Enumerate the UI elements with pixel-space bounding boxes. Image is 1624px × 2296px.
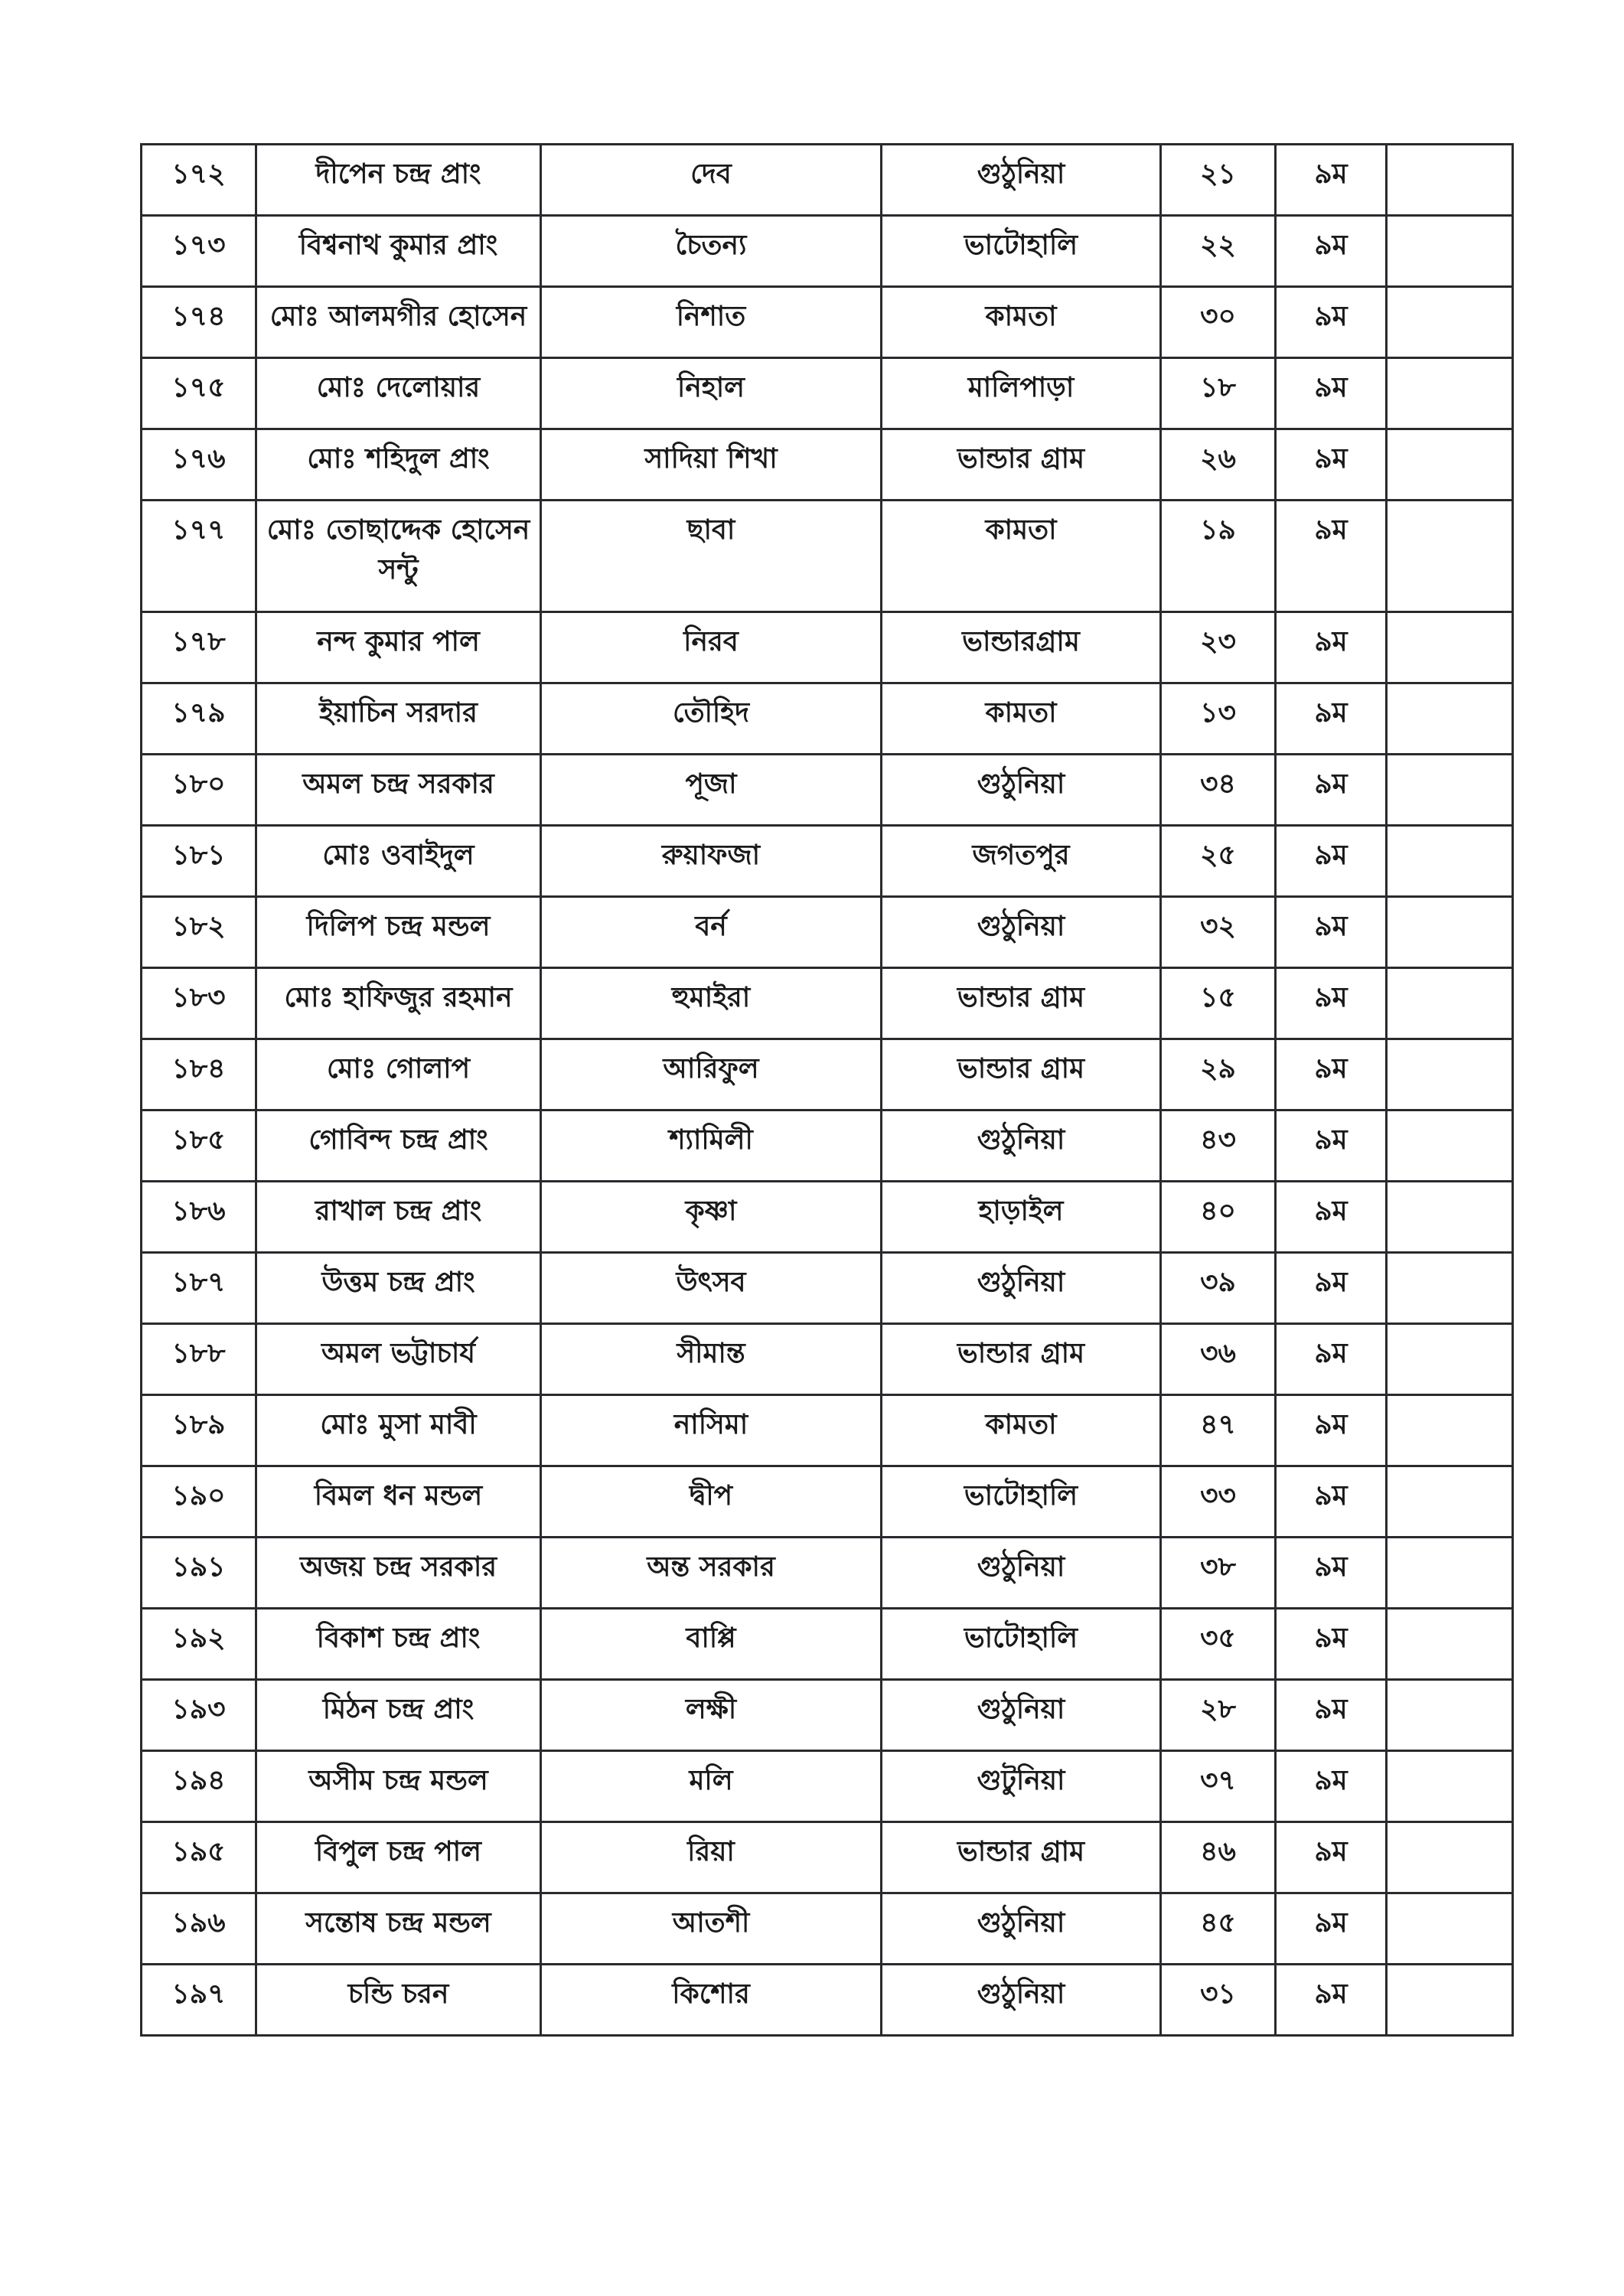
serial-cell: ১৭৭ [142,501,256,612]
guardian-name-cell: অসীম চন্দ্র মন্ডল [256,1751,541,1822]
village-cell: ভান্ডার গ্রাম [882,1822,1161,1893]
serial-cell: ১৯০ [142,1466,256,1538]
student-name-cell: নিহাল [541,358,882,429]
village-cell: কামতা [882,683,1161,755]
village-cell: গুঠুনিয়া [882,1110,1161,1182]
table-row [142,1324,1513,1395]
village-cell: গুঠুনিয়া [882,897,1161,968]
student-name-cell: রিয়া [541,1822,882,1893]
remark-cell [1387,897,1513,968]
table-row [142,826,1513,897]
remark-cell [1387,145,1513,216]
remark-cell [1387,683,1513,755]
class-cell: ৯ম [1276,429,1387,501]
guardian-name-cell: বিমল ধন মন্ডল [256,1466,541,1538]
roll-cell: ৪০ [1161,1182,1276,1253]
guardian-name-cell: রাখাল চন্দ্র প্রাং [256,1182,541,1253]
table-row [142,968,1513,1039]
roll-cell: ৩৭ [1161,1751,1276,1822]
guardian-name-cell: মোঃ ওবাইদুল [256,826,541,897]
village-cell: গুঠুনিয়া [882,755,1161,826]
roll-cell: ১৮ [1161,358,1276,429]
village-cell: কামতা [882,287,1161,358]
student-name-cell: সীমান্ত [541,1324,882,1395]
serial-cell: ১৯১ [142,1538,256,1609]
class-cell: ৯ম [1276,1893,1387,1965]
class-cell: ৯ম [1276,968,1387,1039]
village-cell: গুটুনিয়া [882,1751,1161,1822]
class-cell: ৯ম [1276,755,1387,826]
table-row [142,1893,1513,1965]
table-row [142,1680,1513,1751]
table-row [142,1822,1513,1893]
village-cell: ভাটোহালি [882,1609,1161,1680]
serial-cell: ১৮৪ [142,1039,256,1110]
village-cell: গুঠুনিয়া [882,145,1161,216]
table-row [142,1751,1513,1822]
remark-cell [1387,287,1513,358]
student-name-cell: নিরব [541,612,882,683]
village-cell: ভান্ডার গ্রাম [882,968,1161,1039]
serial-cell: ১৭৩ [142,216,256,287]
class-cell: ৯ম [1276,1110,1387,1182]
class-cell: ৯ম [1276,1822,1387,1893]
table-row [142,145,1513,216]
student-name-cell: তৌহিদ [541,683,882,755]
remark-cell [1387,429,1513,501]
serial-cell: ১৮২ [142,897,256,968]
roll-cell: ৪৩ [1161,1110,1276,1182]
table-row [142,216,1513,287]
serial-cell: ১৮৭ [142,1253,256,1324]
remark-cell [1387,1609,1513,1680]
roll-cell: ৪৭ [1161,1395,1276,1466]
serial-cell: ১৯৫ [142,1822,256,1893]
class-cell: ৯ম [1276,1965,1387,2036]
village-cell: ভাটোহালি [882,216,1161,287]
guardian-name-cell: মোঃ শহিদুল প্রাং [256,429,541,501]
village-cell: কামতা [882,501,1161,612]
remark-cell [1387,612,1513,683]
class-cell: ৯ম [1276,683,1387,755]
guardian-name-cell: মোঃ মুসা মাবী [256,1395,541,1466]
remark-cell [1387,1680,1513,1751]
class-cell: ৯ম [1276,501,1387,612]
remark-cell [1387,826,1513,897]
roll-cell: ২২ [1161,216,1276,287]
guardian-name-cell: দিলিপ চন্দ্র মন্ডল [256,897,541,968]
village-cell: গুঠুনিয়া [882,1965,1161,2036]
student-name-cell: নাসিমা [541,1395,882,1466]
table-body [142,145,1513,2036]
remark-cell [1387,1751,1513,1822]
class-cell: ৯ম [1276,1680,1387,1751]
student-name-cell: পূজা [541,755,882,826]
serial-cell: ১৭৯ [142,683,256,755]
class-cell: ৯ম [1276,287,1387,358]
roll-cell: ২৯ [1161,1039,1276,1110]
table-row [142,612,1513,683]
table-row [142,1110,1513,1182]
guardian-name-cell: উত্তম চন্দ্র প্রাং [256,1253,541,1324]
class-cell: ৯ম [1276,1609,1387,1680]
guardian-name-cell: সন্তোষ চন্দ্র মন্ডল [256,1893,541,1965]
remark-cell [1387,1039,1513,1110]
village-cell: জগতপুর [882,826,1161,897]
remark-cell [1387,755,1513,826]
remark-cell [1387,1822,1513,1893]
roll-cell: ৩৯ [1161,1253,1276,1324]
table-row [142,1466,1513,1538]
guardian-name-cell: বিপুল চন্দ্র পাল [256,1822,541,1893]
serial-cell: ১৭৫ [142,358,256,429]
student-name-cell: নিশাত [541,287,882,358]
serial-cell: ১৮৩ [142,968,256,1039]
roll-cell: ৩২ [1161,897,1276,968]
student-name-cell: কিশোর [541,1965,882,2036]
guardian-name-cell: মোঃ গোলাপ [256,1039,541,1110]
class-cell: ৯ম [1276,1395,1387,1466]
table-row [142,1609,1513,1680]
guardian-name-cell: দীপেন চন্দ্র প্রাং [256,145,541,216]
table-row [142,287,1513,358]
roll-cell: ৩০ [1161,287,1276,358]
class-cell: ৯ম [1276,1182,1387,1253]
student-name-cell: দ্বীপ [541,1466,882,1538]
village-cell: কামতা [882,1395,1161,1466]
class-cell: ৯ম [1276,145,1387,216]
roll-cell: ৪৬ [1161,1822,1276,1893]
class-cell: ৯ম [1276,826,1387,897]
table-row [142,1538,1513,1609]
guardian-name-cell: মিঠন চন্দ্র প্রাং [256,1680,541,1751]
class-cell: ৯ম [1276,1039,1387,1110]
table-row [142,358,1513,429]
remark-cell [1387,1182,1513,1253]
serial-cell: ১৭৮ [142,612,256,683]
remark-cell [1387,1965,1513,2036]
guardian-name-cell: গোবিন্দ চন্দ্র প্রাং [256,1110,541,1182]
class-cell: ৯ম [1276,1751,1387,1822]
village-cell: ভান্ডার গ্রাম [882,1039,1161,1110]
student-name-cell: মলি [541,1751,882,1822]
guardian-name-cell: মোঃ দেলোয়ার [256,358,541,429]
roll-cell: ২৩ [1161,612,1276,683]
student-list-table [140,143,1514,2037]
roll-cell: ৩৪ [1161,755,1276,826]
student-name-cell: রুয়াফজা [541,826,882,897]
guardian-name-cell: চন্ডি চরন [256,1965,541,2036]
serial-cell: ১৮৬ [142,1182,256,1253]
class-cell: ৯ম [1276,358,1387,429]
serial-cell: ১৮১ [142,826,256,897]
guardian-name-cell: নন্দ কুমার পাল [256,612,541,683]
class-cell: ৯ম [1276,612,1387,683]
class-cell: ৯ম [1276,1538,1387,1609]
serial-cell: ১৮৯ [142,1395,256,1466]
document-sheet [140,143,1511,2037]
village-cell: ভাটোহালি [882,1466,1161,1538]
student-name-cell: বর্ন [541,897,882,968]
student-name-cell: বাপ্পি [541,1609,882,1680]
remark-cell [1387,501,1513,612]
village-cell: মালিপাড়া [882,358,1161,429]
roll-cell: ৩৮ [1161,1538,1276,1609]
class-cell: ৯ম [1276,897,1387,968]
remark-cell [1387,1253,1513,1324]
village-cell: গুঠুনিয়া [882,1538,1161,1609]
table-row [142,1039,1513,1110]
serial-cell: ১৯৬ [142,1893,256,1965]
guardian-name-cell: বিকাশ চন্দ্র প্রাং [256,1609,541,1680]
student-name-cell: ছাবা [541,501,882,612]
serial-cell: ১৯২ [142,1609,256,1680]
village-cell: ভান্ডার গ্রাম [882,1324,1161,1395]
serial-cell: ১৯৪ [142,1751,256,1822]
class-cell: ৯ম [1276,1466,1387,1538]
guardian-name-cell: মোঃ তোছাদ্দেক হোসেন সন্টু [256,501,541,612]
roll-cell: ২১ [1161,145,1276,216]
village-cell: গুঠুনিয়া [882,1893,1161,1965]
roll-cell: ১৩ [1161,683,1276,755]
serial-cell: ১৯৭ [142,1965,256,2036]
class-cell: ৯ম [1276,1324,1387,1395]
roll-cell: ৩৫ [1161,1609,1276,1680]
serial-cell: ১৭২ [142,145,256,216]
table-row [142,755,1513,826]
serial-cell: ১৯৩ [142,1680,256,1751]
remark-cell [1387,1893,1513,1965]
guardian-name-cell: অমল চন্দ্র সরকার [256,755,541,826]
guardian-name-cell: অমল ভট্টাচার্য [256,1324,541,1395]
student-name-cell: শ্যামিলী [541,1110,882,1182]
remark-cell [1387,1395,1513,1466]
village-cell: হাড়াইল [882,1182,1161,1253]
student-name-cell: দেব [541,145,882,216]
serial-cell: ১৭৬ [142,429,256,501]
village-cell: ভান্ডারগ্রাম [882,612,1161,683]
student-name-cell: অন্ত সরকার [541,1538,882,1609]
village-cell: গুঠুনিয়া [882,1680,1161,1751]
roll-cell: ২৮ [1161,1680,1276,1751]
remark-cell [1387,1110,1513,1182]
roll-cell: ৩৬ [1161,1324,1276,1395]
table-row [142,1395,1513,1466]
student-name-cell: চৈতন্য [541,216,882,287]
roll-cell: ২৬ [1161,429,1276,501]
serial-cell: ১৮৫ [142,1110,256,1182]
table-row [142,897,1513,968]
student-name-cell: আরিফুল [541,1039,882,1110]
table-row [142,1965,1513,2036]
student-name-cell: উৎসব [541,1253,882,1324]
serial-cell: ১৮৮ [142,1324,256,1395]
remark-cell [1387,1538,1513,1609]
student-name-cell: লক্ষী [541,1680,882,1751]
roll-cell: ১৯ [1161,501,1276,612]
class-cell: ৯ম [1276,216,1387,287]
guardian-name-cell: বিশ্বনাথ কুমার প্রাং [256,216,541,287]
roll-cell: ১৫ [1161,968,1276,1039]
remark-cell [1387,216,1513,287]
guardian-name-cell: ইয়াচিন সরদার [256,683,541,755]
roll-cell: ২৫ [1161,826,1276,897]
remark-cell [1387,358,1513,429]
student-name-cell: সাদিয়া শিখা [541,429,882,501]
student-name-cell: আতশী [541,1893,882,1965]
student-name-cell: কৃষ্ণা [541,1182,882,1253]
table-row [142,683,1513,755]
serial-cell: ১৭৪ [142,287,256,358]
roll-cell: ৩১ [1161,1965,1276,2036]
table-row [142,501,1513,612]
village-cell: গুঠুনিয়া [882,1253,1161,1324]
table-row [142,1253,1513,1324]
table-row [142,1182,1513,1253]
village-cell: ভান্ডার গ্রাম [882,429,1161,501]
guardian-name-cell: মোঃ আলমগীর হোসেন [256,287,541,358]
table-row [142,429,1513,501]
roll-cell: ৪৫ [1161,1893,1276,1965]
serial-cell: ১৮০ [142,755,256,826]
remark-cell [1387,968,1513,1039]
class-cell: ৯ম [1276,1253,1387,1324]
roll-cell: ৩৩ [1161,1466,1276,1538]
guardian-name-cell: অজয় চন্দ্র সরকার [256,1538,541,1609]
remark-cell [1387,1324,1513,1395]
remark-cell [1387,1466,1513,1538]
student-name-cell: হুমাইরা [541,968,882,1039]
guardian-name-cell: মোঃ হাফিজুর রহমান [256,968,541,1039]
